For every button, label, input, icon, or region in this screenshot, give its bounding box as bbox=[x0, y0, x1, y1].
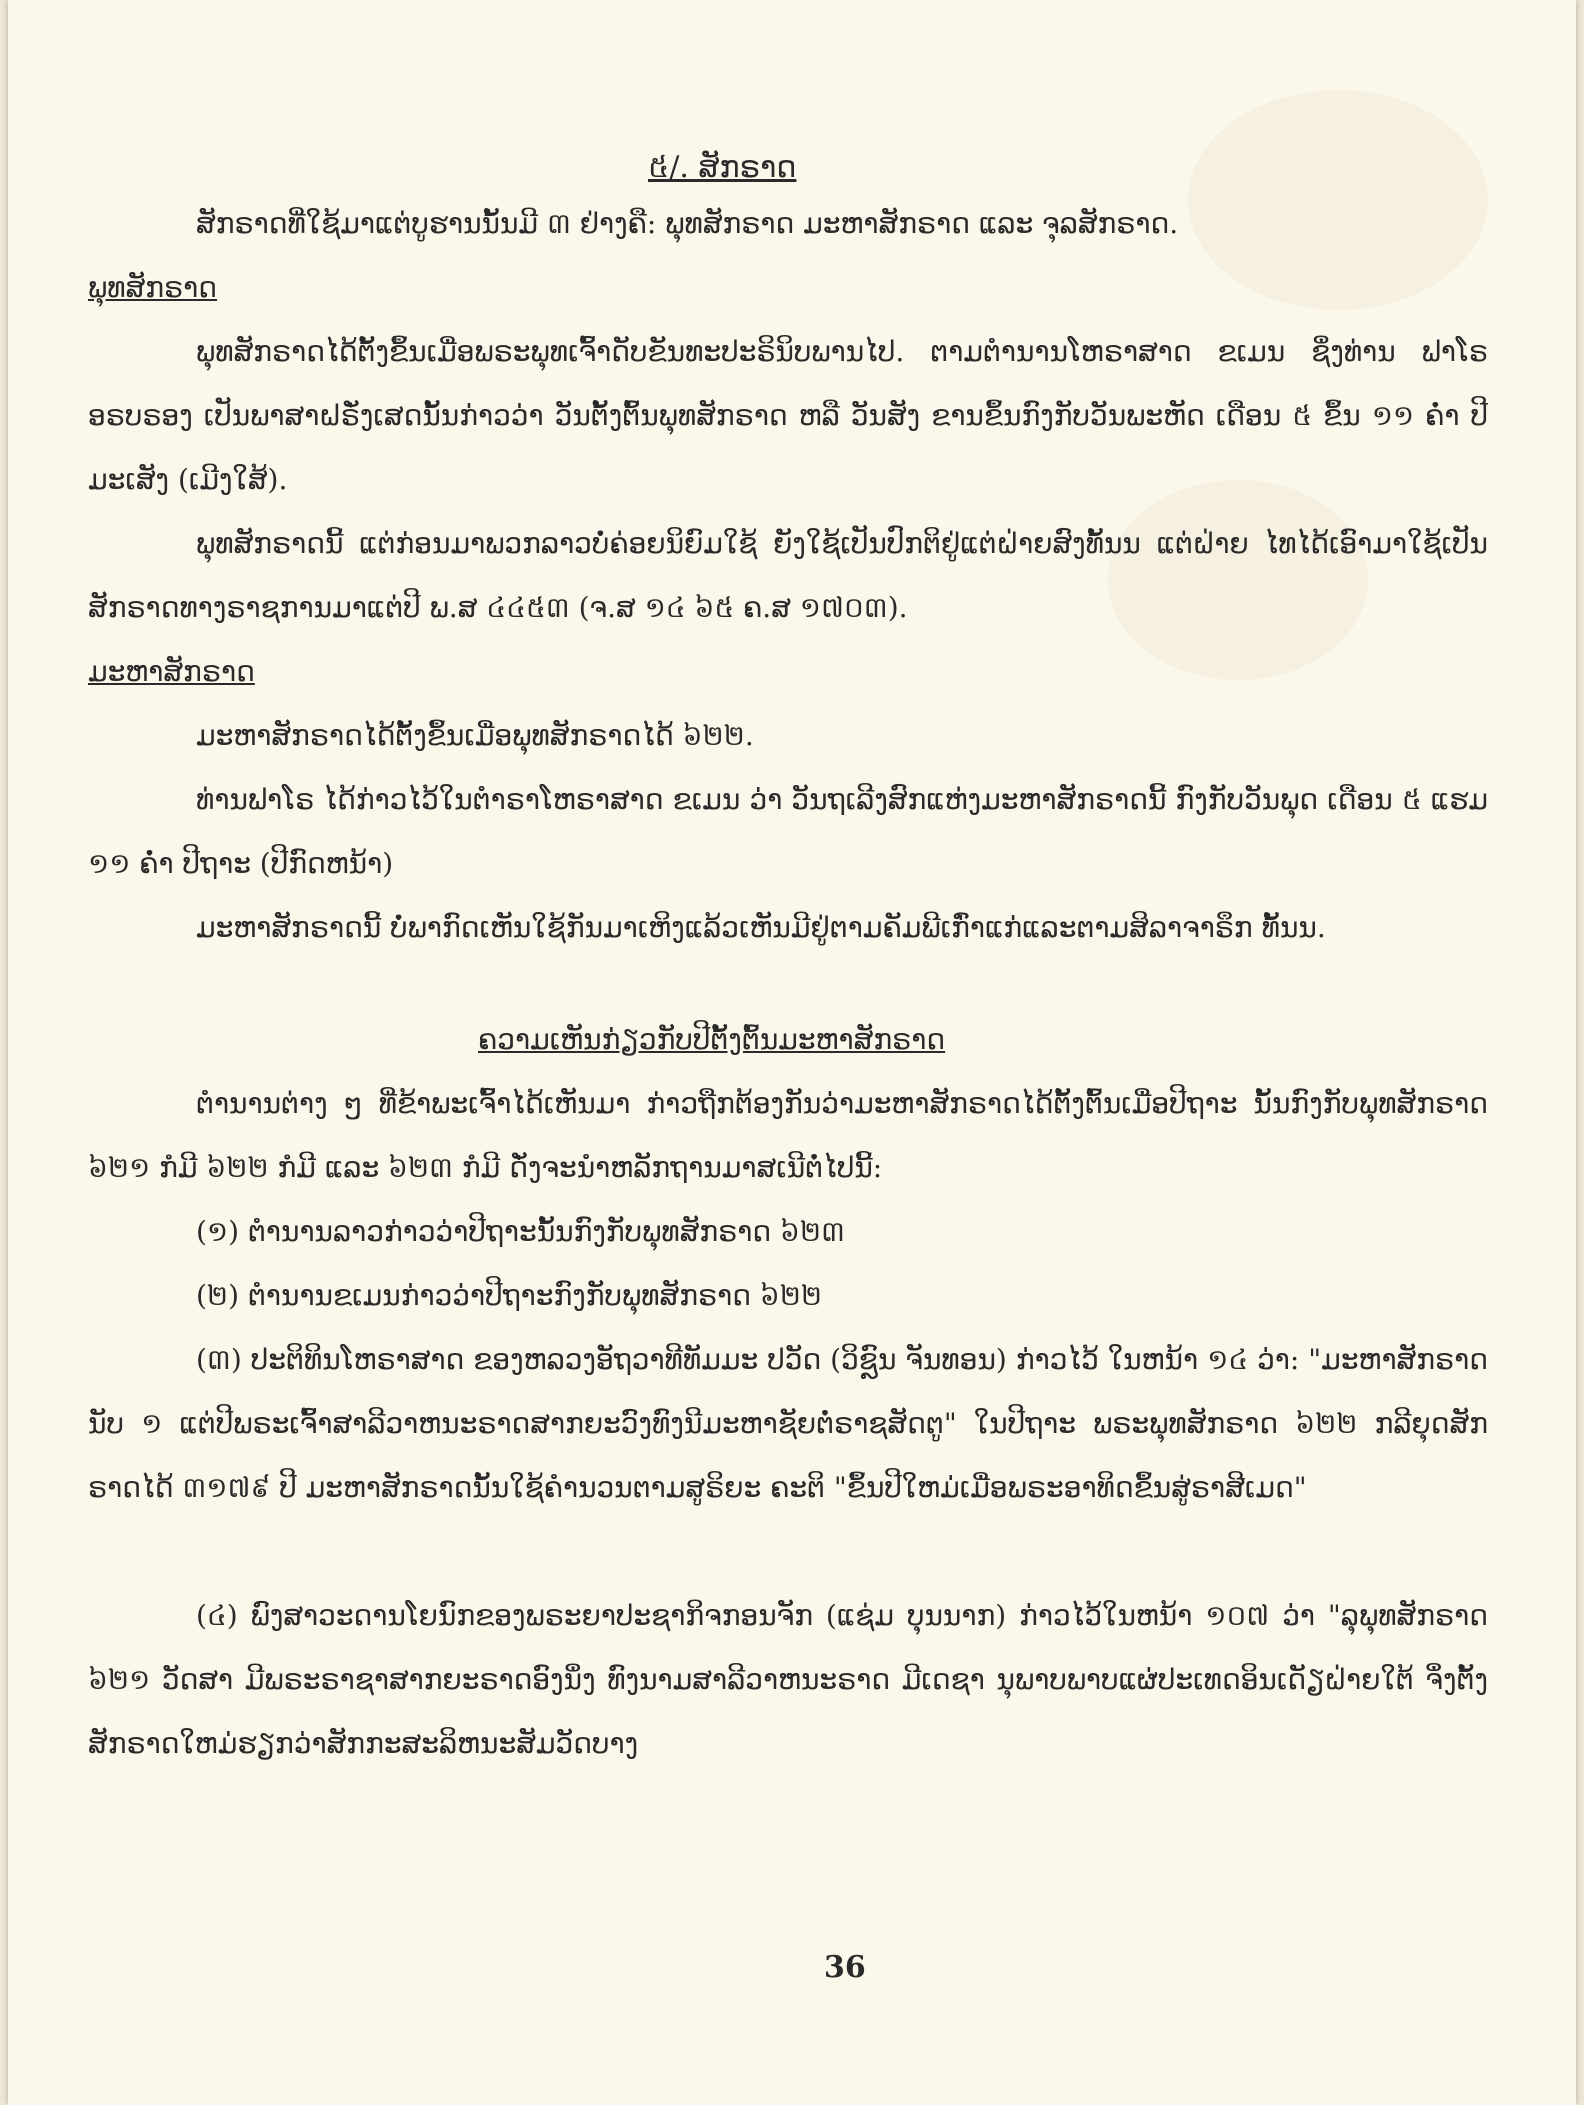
heading-maha-era: ມະຫາສັກຣາດ bbox=[88, 655, 255, 688]
opinions-paragraph: ຕຳນານຕ່າງ ໆ ທີ່ຂ້າພະເຈົ້າໄດ້ເຫັນມາ ກ່າວຖືກຕ້ອງກັນວ່າມະຫາສັກຣາດໄດ້ຕັ້ງຕົ້ນເມື່ອປີຖາະ ນັ້ນກົງກັບພຸທສັກຣາດ ៦២១ ກໍມີ ៦២២ ກໍມີ ແລະ ៦២៣ ກໍມີ ດັ່ງຈະນຳຫລັກຖານມາສເນີຕໍ່ໄປນີ້: bbox=[88, 1087, 1488, 1184]
heading-buddhist-era: ພຸທສັກຣາດ bbox=[88, 271, 218, 304]
maha-era-paragraph-2: ທ່ານຟາໂຣ ໄດ້ກ່າວໄວ້ໃນຕຳຣາໂຫຣາສາດ ຂເມນ ວ່າ ວັນຖເລີງສົກແຫ່ງມະຫາສັກຣາດນີ້ ກົງກັບວັນພຸດ ເດືອນ ៥ ແຮມ ១១ ຄ່ຳ ປີຖາະ (ປີກົດຫນ້າ) bbox=[88, 783, 1488, 880]
intro-paragraph: ສັກຣາດທີ່ໃຊ້ມາແຕ່ບູຮານນັ້ນມີ ៣ ຢ່າງຄື: ພຸທສັກຣາດ ມະຫາສັກຣາດ ແລະ ຈຸລສັກຣາດ. bbox=[196, 207, 1179, 240]
maha-era-paragraph-3: ມະຫາສັກຣາດນີ້ ບໍ່ພາກົດເຫັນໃຊ້ກັນມາເຫິງແລ້ວເຫັນມີຢູ່ຕາມຄັມພີເກົ່າແກ່ແລະຕາມສິລາຈາຣຶກ ທັ້ນນ. bbox=[196, 911, 1326, 944]
maha-era-paragraph-1: ມະຫາສັກຣາດໄດ້ຕັ້ງຂຶ້ນເມື່ອພຸທສັກຣາດໄດ້ ៦២២. bbox=[196, 719, 754, 752]
section-title: ៥/. ສັກຣາດ bbox=[648, 150, 797, 185]
document-page bbox=[88, 0, 1488, 2105]
list-item-3: (៣) ປະຕິທິນໂຫຣາສາດ ຂອງຫລວງອັຖວາທີທັມມະ ປວັດ (ວິຊຼົນ ຈັນທອນ) ກ່າວໄວ້ ໃນຫນ້າ ១៤ ວ່າ: "ມະຫາສັກຣາດ ນັບ ១ ແຕ່ປີພຣະເຈົ້າສາລີວາຫນະຣາດສາກຍະວົງທົງນີມະຫາຊັຍຕໍ່ຣາຊສັດຕູ" ໃນປີຖາະ ພຣະພຸທສັກຣາດ ៦២២ ກລີຍຸດສັກຣາດໄດ້ ៣១៧៩ ປີ ມະຫາສັກຣາດນັ້ນໃຊ້ຄຳນວນຕາມສູຣິຍະ ຄະຕິ "ຂຶ້ນປີໃຫມ່ເມື່ອພຣະອາທິດຂຶ້ນສູ່ຣາສີເມດ" bbox=[88, 1343, 1488, 1504]
list-item-2: (២) ຕຳນານຂເມນກ່າວວ່າປີຖາະກົງກັບພຸທສັກຣາດ ៦២២ bbox=[196, 1279, 823, 1312]
list-item-4: (៤) ພົງສາວະດານໂຍນົກຂອງພຣະຍາປະຊາກິຈກອນຈັກ (ແຊ່ມ ບຸນນາກ) ກ່າວໄວ້ໃນຫນ້າ ១០៧ ວ່າ "ລຸພຸທສັກຣາດ ៦២១ ວັດສາ ມີພຣະຣາຊາສາກຍະຣາດອົງນຶ່ງ ທົງນາມສາລີວາຫນະຣາດ ມີເດຊາ ນຸພາບພາບແຜ່ປະເທດອິນເດັຽຝ່າຍໃຕ້ ຈຶ່ງຕັ້ງສັກຣາດໃຫມ່ຮຽກວ່າສັກກະສະລິຫນະສັມວັດບາງ bbox=[88, 1599, 1488, 1760]
page-number: 36 bbox=[824, 1950, 866, 1985]
buddhist-era-paragraph-2: ພຸທສັກຣາດນີ້ ແຕ່ກ່ອນມາພວກລາວບໍ່ຄ່ອຍນິຍົມໃຊ້ ຍັງໃຊ້ເປັນປົກຕິຢູ່ແຕ່ຝ່າຍສົງທັ້ນນ ແຕ່ຝ່າຍ ໄທໄດ້ເອົາມາໃຊ້ເປັນສັກຣາດທາງຣາຊການມາແຕ່ປີ ພ.ສ ៤៤៥៣ (ຈ.ສ ១៤ ៦៥ ຄ.ສ ១៧០៣). bbox=[88, 527, 1488, 624]
buddhist-era-paragraph-1: ພຸທສັກຣາດໄດ້ຕັ້ງຂຶ້ນເມື່ອພຣະພຸທເຈົ້າດັບຂັນທະປະຣິນິບພານໄປ. ຕາມຕຳນານໂຫຣາສາດ ຂເມນ ຊຶ່ງທ່ານ ຟາໂຣອຣບຣອງ ເປັນພາສາຝຣັ່ງເສດນັ້ນກ່າວວ່າ ວັນຕັ້ງຕົ້ນພຸທສັກຣາດ ຫລື ວັນສັງ ຂານຂຶ້ນກົງກັບວັນພະຫັດ ເດືອນ ៥ ຂຶ້ນ ១១ ຄ່ຳ ປີມະເສັງ (ເມີງໃສ້). bbox=[88, 335, 1488, 496]
paper-sheet bbox=[8, 0, 1576, 2105]
heading-opinions: ຄວາມເຫັນກ່ຽວກັບປີຕັ້ງຕົ້ນມະຫາສັກຣາດ bbox=[478, 1023, 946, 1056]
list-item-1: (១) ຕຳນານລາວກ່າວວ່າປີຖາະນັ້ນກົງກັບພຸທສັກຣາດ ៦២៣ bbox=[196, 1215, 845, 1248]
